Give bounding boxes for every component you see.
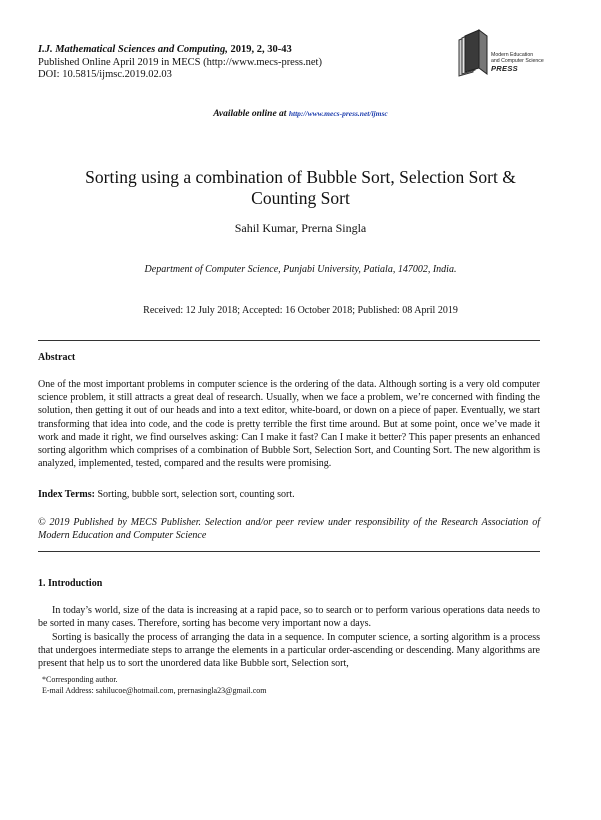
affiliation: Department of Computer Science, Punjabi University, Patiala, 147002, India. — [144, 264, 457, 275]
footnote — [42, 675, 266, 696]
doi: DOI: 10.5815/ijmsc.2019.02.03 — [38, 69, 172, 80]
introduction-heading: 1. Introduction — [38, 578, 103, 589]
logo-line-1: Modern Education — [491, 52, 534, 58]
abstract-text: One of the most important problems in computer science is the ordering of the data. Although sorting is a very old computer science problem, it still attracts a great deal of research. Usually, when we face a problem, we’re concerned with finding the solution, then getting it out of our heads and into a text editor, white-board, or down on a piece of paper. Eventually, we start transforming that idea into code, and the code is pretty terrible the first time around. But at some point, once we’ve made it work and made it right, we find ourselves asking: Can I make it fast? Can I make it better? This paper presents an enhanced sorting algorithm which comprises of a combination of Bubble Sort, Selection Sort, and Counting Sort. The new algorithm is analyzed, implemented, tested, compared and the results were promising. — [38, 379, 540, 470]
divider — [38, 551, 540, 552]
divider — [38, 340, 540, 341]
logo-text — [491, 52, 544, 73]
journal-name: I.J. Mathematical Sciences and Computing, — [38, 44, 228, 55]
corresponding-author: *Corresponding author. — [42, 675, 118, 684]
index-terms-text: Sorting, bubble sort, selection sort, counting sort. — [97, 489, 295, 500]
publisher-logo — [453, 22, 563, 88]
abstract-heading: Abstract — [38, 352, 76, 363]
email-address: E-mail Address: sahilucoe@hotmail.com, prernasingla23@gmail.com — [42, 685, 267, 695]
published-online: Published Online April 2019 in MECS (http://www.mecs-press.net) — [38, 56, 322, 68]
introduction-paragraph-2: Sorting is basically the process of arranging the data in a sequence. In computer science, a sorting algorithm is a process that undergoes intermediate steps to arrange the elements in a particular order-ascending or descending. Many algorithms are present that help us to sort the unordered data like Bubble sort, Selection sort, — [38, 632, 540, 670]
authors: Sahil Kumar, Prerna Singla — [234, 221, 367, 235]
journal-issue: 2019, 2, 30-43 — [230, 44, 292, 55]
book-stack-icon — [453, 28, 493, 78]
journal-url-link[interactable]: http://www.mecs-press.net/ijmsc — [288, 109, 388, 118]
logo-press: PRESS — [491, 64, 518, 73]
available-label: Available online at — [213, 109, 287, 119]
copyright-notice: © 2019 Published by MECS Publisher. Selection and/or peer review under responsibility of the Research Association of Modern Education and Computer Science — [38, 517, 540, 542]
journal-header — [38, 44, 322, 82]
journal-title-line — [38, 44, 322, 57]
introduction-paragraph-1: In today’s world, size of the data is increasing at a rapid pace, so to search or to perform various operations data needs to be sorted in many cases. Therefore, sorting has become very important now a days. — [38, 605, 540, 630]
index-terms-label: Index Terms: — [38, 489, 95, 500]
index-terms — [38, 489, 540, 500]
available-online — [0, 109, 601, 119]
paper-title: Sorting using a combination of Bubble Sort, Selection Sort & Counting Sort — [85, 167, 516, 208]
received-dates: Received: 12 July 2018; Accepted: 16 October 2018; Published: 08 April 2019 — [143, 305, 458, 316]
logo-line-2: and Computer Science — [491, 58, 544, 64]
